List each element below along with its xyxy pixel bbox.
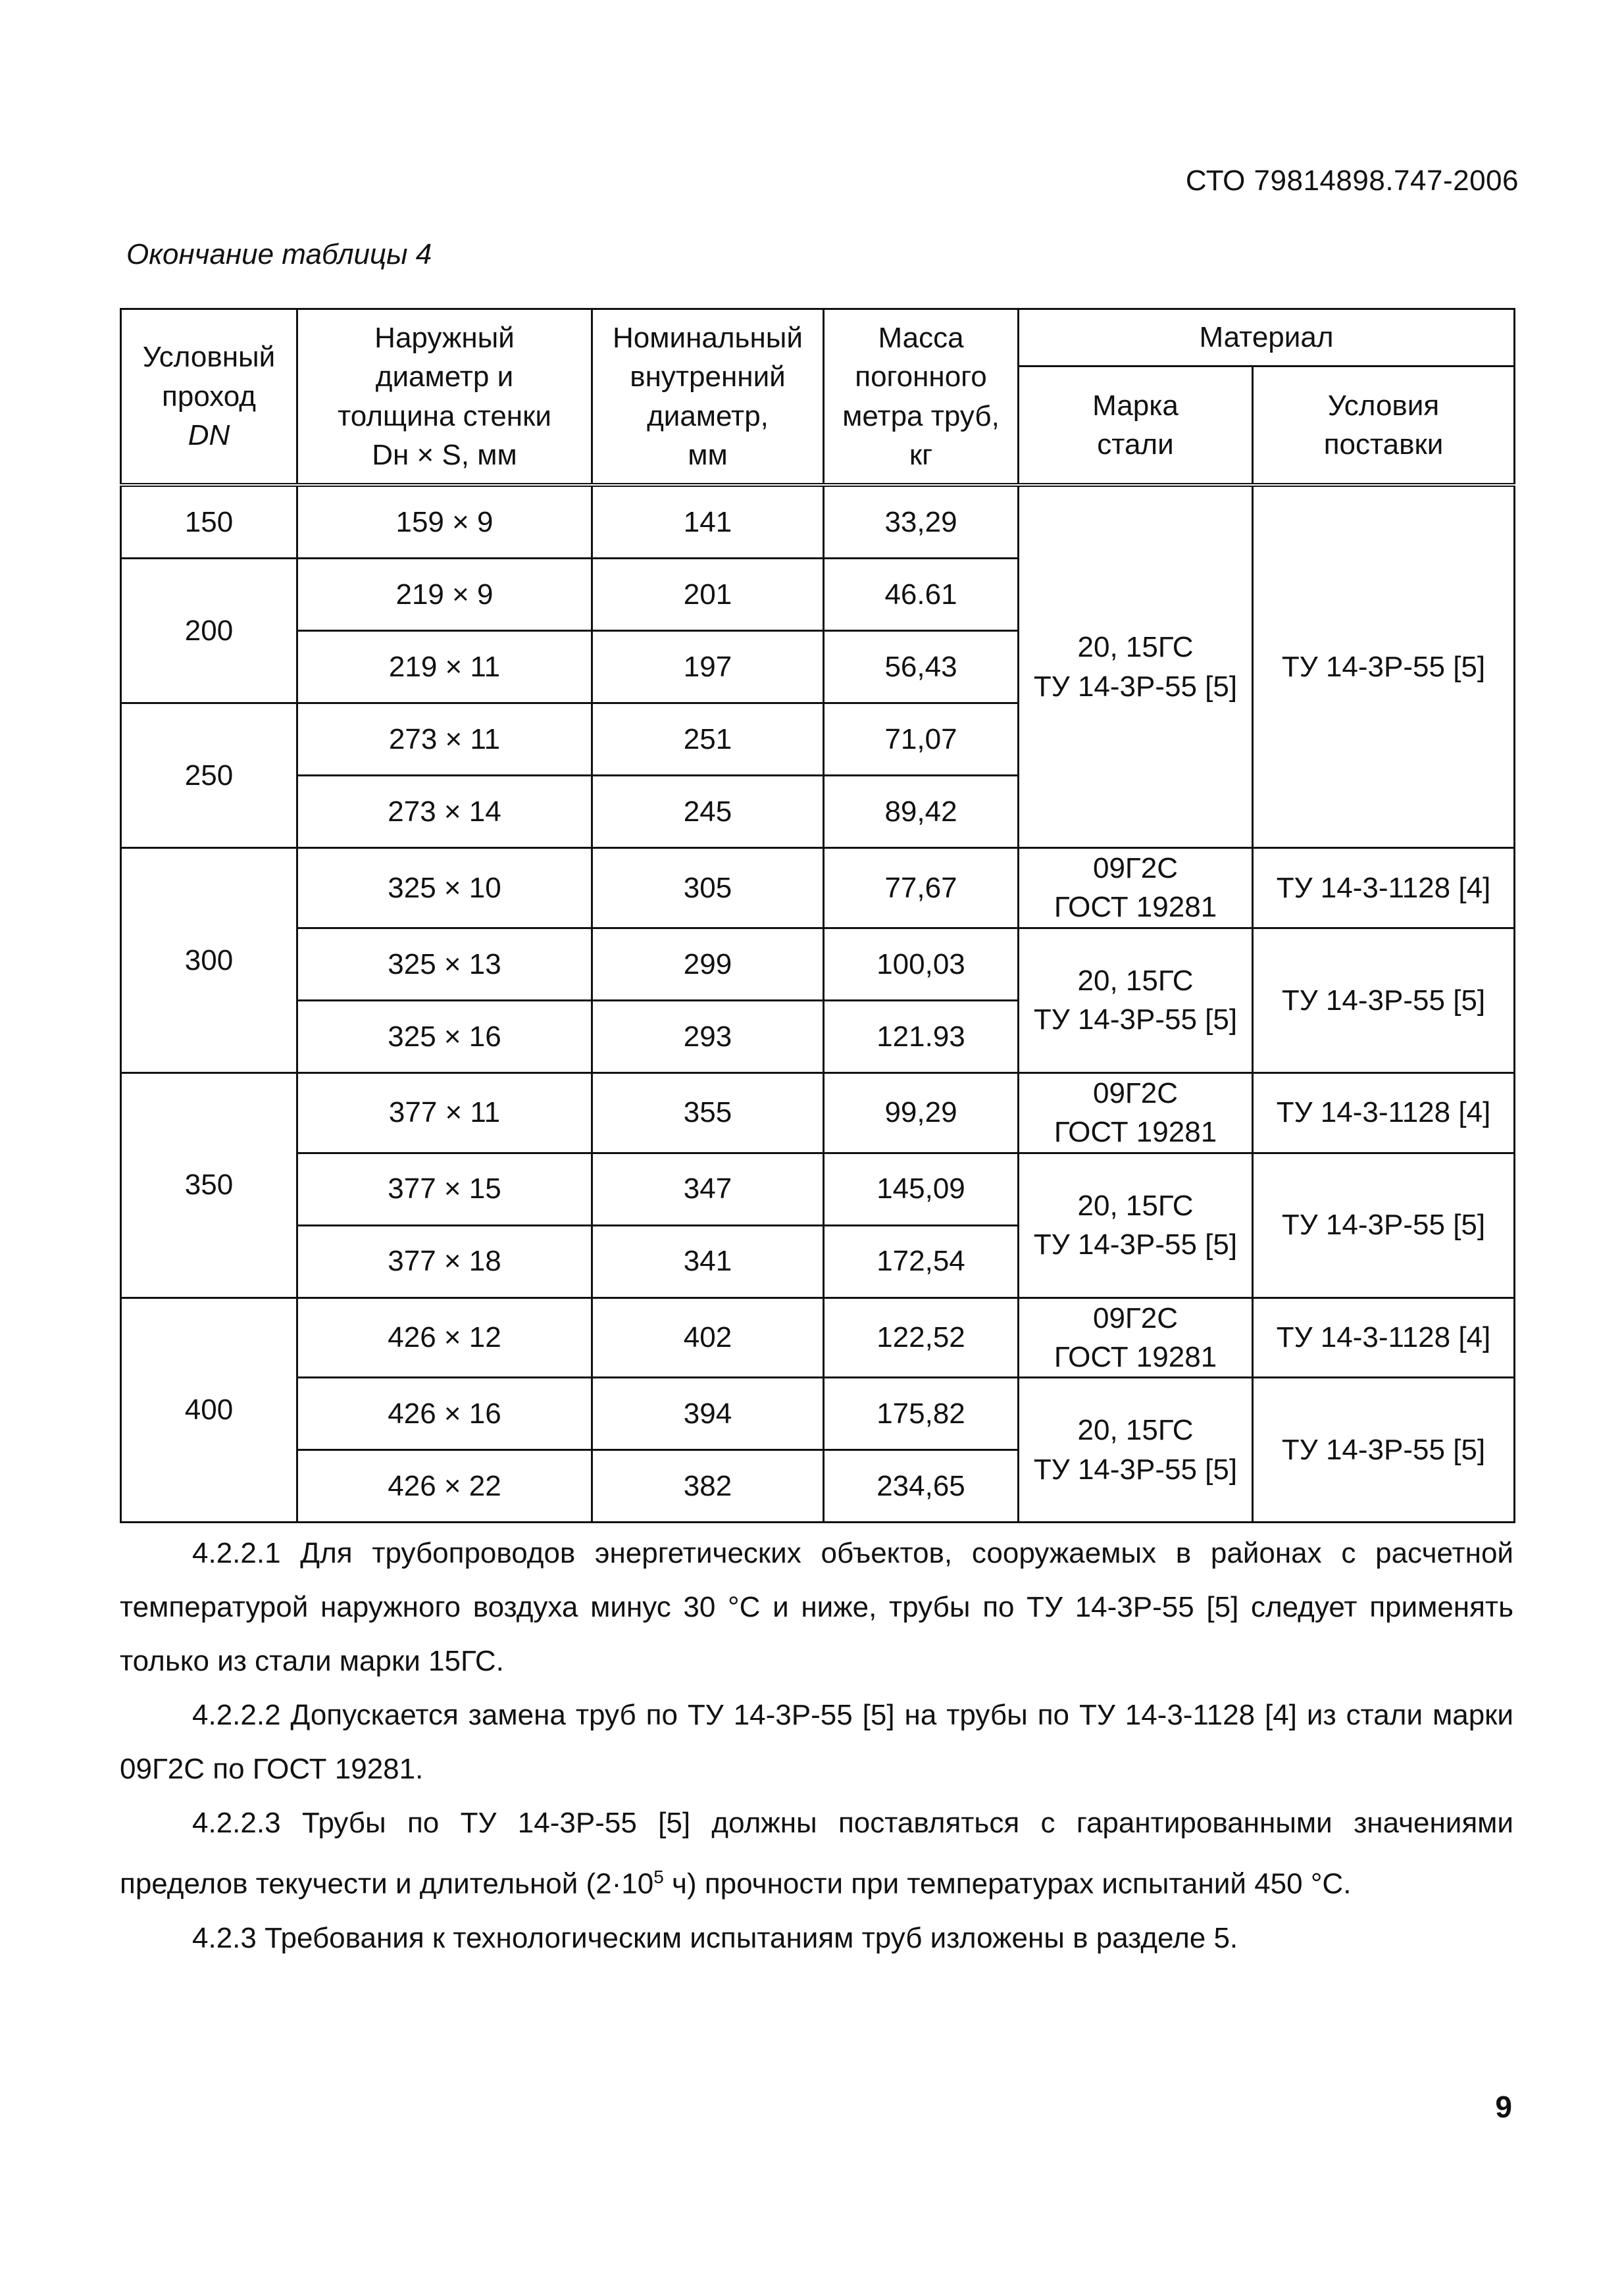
header-inner-line3: диаметр,	[647, 399, 769, 432]
header-inner-line4: мм	[688, 438, 728, 471]
header-dn-line1: Условный	[142, 341, 276, 374]
mass-cell: 172,54	[824, 1225, 1019, 1298]
table-row	[121, 1072, 1515, 1153]
dn-cell: 400	[121, 1298, 297, 1523]
dn-cell: 150	[121, 485, 297, 559]
mass-cell: 46.61	[824, 559, 1019, 631]
grade-line1: 20, 15ГС	[1077, 631, 1194, 664]
grade-cell	[1019, 848, 1253, 928]
header-mass-line2: погонного	[855, 361, 987, 393]
inner-cell: 201	[592, 559, 824, 631]
size-cell: 219 × 9	[297, 559, 592, 631]
header-mass	[824, 309, 1019, 486]
grade-line1: 20, 15ГС	[1077, 1189, 1194, 1222]
header-outer-line3: толщина стенки	[338, 399, 551, 432]
mass-cell: 175,82	[824, 1378, 1019, 1450]
grade-cell	[1019, 485, 1253, 848]
mass-cell: 33,29	[824, 485, 1019, 559]
size-cell: 325 × 13	[297, 928, 592, 1000]
size-cell: 159 × 9	[297, 485, 592, 559]
inner-cell: 251	[592, 703, 824, 776]
header-supply-conditions	[1253, 366, 1515, 486]
header-supply-line1: Условия	[1327, 389, 1440, 422]
inner-cell: 245	[592, 776, 824, 848]
inner-cell: 299	[592, 928, 824, 1000]
inner-cell: 347	[592, 1153, 824, 1225]
mass-cell: 89,42	[824, 776, 1019, 848]
grade-line2: ГОСТ 19281	[1053, 1340, 1217, 1373]
mass-cell: 121.93	[824, 1000, 1019, 1072]
mass-cell: 234,65	[824, 1450, 1019, 1523]
size-cell: 325 × 10	[297, 848, 592, 928]
header-grade-line2: стали	[1097, 428, 1174, 461]
paragraph-4-2-2-3	[120, 1796, 1513, 1911]
exponent: 5	[653, 1867, 664, 1887]
supply-cell: ТУ 14-3Р-55 [5]	[1253, 1153, 1515, 1298]
table-row	[121, 1378, 1515, 1450]
grade-cell	[1019, 1378, 1253, 1523]
grade-line2: ТУ 14-3Р-55 [5]	[1033, 1003, 1238, 1036]
mass-cell: 99,29	[824, 1072, 1019, 1153]
grade-line1: 09Г2С	[1092, 1301, 1178, 1334]
table-row	[121, 848, 1515, 928]
header-dn-line2: проход	[162, 380, 256, 413]
header-dn	[121, 309, 297, 486]
inner-cell: 382	[592, 1450, 824, 1523]
table-caption: Окончание таблицы 4	[126, 238, 432, 270]
size-cell: 426 × 12	[297, 1298, 592, 1378]
size-cell: 426 × 22	[297, 1450, 592, 1523]
mass-cell: 77,67	[824, 848, 1019, 928]
table-row	[121, 485, 1515, 559]
inner-cell: 293	[592, 1000, 824, 1072]
inner-cell: 394	[592, 1378, 824, 1450]
header-outer-line2: диаметр и	[375, 361, 514, 393]
grade-line1: 20, 15ГС	[1077, 1414, 1194, 1447]
size-cell: 325 × 16	[297, 1000, 592, 1072]
grade-line2: ТУ 14-3Р-55 [5]	[1033, 670, 1238, 703]
inner-cell: 355	[592, 1072, 824, 1153]
grade-cell	[1019, 1298, 1253, 1378]
inner-cell: 341	[592, 1225, 824, 1298]
size-cell: 426 × 16	[297, 1378, 592, 1450]
grade-line1: 09Г2С	[1092, 1076, 1178, 1109]
size-cell: 377 × 18	[297, 1225, 592, 1298]
grade-line2: ГОСТ 19281	[1053, 891, 1217, 924]
size-cell: 219 × 11	[297, 631, 592, 703]
table-row	[121, 1153, 1515, 1225]
header-material: Материал	[1019, 309, 1515, 366]
dn-cell: 200	[121, 559, 297, 703]
header-supply-line2: поставки	[1323, 428, 1444, 461]
paragraph-4-2-2-3-start: 4.2.2.3 Трубы по ТУ 14-3Р-55 [5] должны поставляться с гарантированными значениями пределов текучести и длительной (2·10	[120, 1807, 1513, 1900]
mass-cell: 71,07	[824, 703, 1019, 776]
header-dn-line3: DN	[188, 419, 230, 452]
supply-cell: ТУ 14-3-1128 [4]	[1253, 1072, 1515, 1153]
inner-cell: 305	[592, 848, 824, 928]
supply-cell: ТУ 14-3-1128 [4]	[1253, 848, 1515, 928]
grade-cell	[1019, 1072, 1253, 1153]
size-cell: 377 × 15	[297, 1153, 592, 1225]
header-inner-line2: внутренний	[630, 361, 786, 393]
inner-cell: 197	[592, 631, 824, 703]
inner-cell: 402	[592, 1298, 824, 1378]
mass-cell: 122,52	[824, 1298, 1019, 1378]
header-grade-line1: Марка	[1092, 389, 1179, 422]
paragraph-4-2-2-3-end: ч) прочности при температурах испытаний 450 °С.	[663, 1867, 1352, 1900]
supply-cell: ТУ 14-3Р-55 [5]	[1253, 485, 1515, 848]
inner-cell: 141	[592, 485, 824, 559]
mass-cell: 56,43	[824, 631, 1019, 703]
grade-line2: ТУ 14-3Р-55 [5]	[1033, 1228, 1238, 1261]
header-mass-line3: метра труб,	[842, 399, 1000, 432]
grade-line1: 09Г2С	[1092, 852, 1178, 884]
dn-cell: 350	[121, 1072, 297, 1298]
header-steel-grade	[1019, 366, 1253, 486]
grade-line1: 20, 15ГС	[1077, 964, 1194, 997]
supply-cell: ТУ 14-3-1128 [4]	[1253, 1298, 1515, 1378]
size-cell: 273 × 14	[297, 776, 592, 848]
table-row	[121, 928, 1515, 1000]
header-mass-line1: Масса	[878, 321, 964, 354]
mass-cell: 100,03	[824, 928, 1019, 1000]
header-outer-line4: Dн × S, мм	[372, 438, 517, 471]
grade-cell	[1019, 928, 1253, 1072]
header-inner-line1: Номинальный	[613, 321, 803, 354]
paragraph-4-2-3: 4.2.3 Требования к технологическим испытаниям труб изложены в разделе 5.	[192, 1921, 1238, 1954]
dn-cell: 250	[121, 703, 297, 848]
table-row	[121, 1298, 1515, 1378]
grade-line2: ТУ 14-3Р-55 [5]	[1033, 1453, 1238, 1486]
mass-cell: 145,09	[824, 1153, 1019, 1225]
size-cell: 377 × 11	[297, 1072, 592, 1153]
paragraph-4-2-2-1: 4.2.2.1 Для трубопроводов энергетических объектов, сооружаемых в районах с расчетной температурой наружного воздуха минус 30 °С и ниже, трубы по ТУ 14-3Р-55 [5] следует применять только из стали марки 15ГС.	[120, 1537, 1513, 1677]
supply-cell: ТУ 14-3Р-55 [5]	[1253, 1378, 1515, 1523]
header-mass-line4: кг	[909, 438, 933, 471]
body-text	[120, 1526, 1513, 1965]
supply-cell: ТУ 14-3Р-55 [5]	[1253, 928, 1515, 1072]
pipe-table	[120, 308, 1515, 1523]
document-code: СТО 79814898.747-2006	[1185, 164, 1519, 197]
grade-cell	[1019, 1153, 1253, 1298]
size-cell: 273 × 11	[297, 703, 592, 776]
table-header	[121, 309, 1515, 486]
paragraph-4-2-2-2: 4.2.2.2 Допускается замена труб по ТУ 14-3Р-55 [5] на трубы по ТУ 14-3-1128 [4] из стали марки 09Г2С по ГОСТ 19281.	[120, 1699, 1513, 1785]
header-inner-diameter	[592, 309, 824, 486]
page-number: 9	[1495, 2090, 1512, 2124]
grade-line2: ГОСТ 19281	[1053, 1116, 1217, 1149]
header-outer-line1: Наружный	[374, 321, 515, 354]
dn-cell: 300	[121, 848, 297, 1073]
header-outer-diameter	[297, 309, 592, 486]
